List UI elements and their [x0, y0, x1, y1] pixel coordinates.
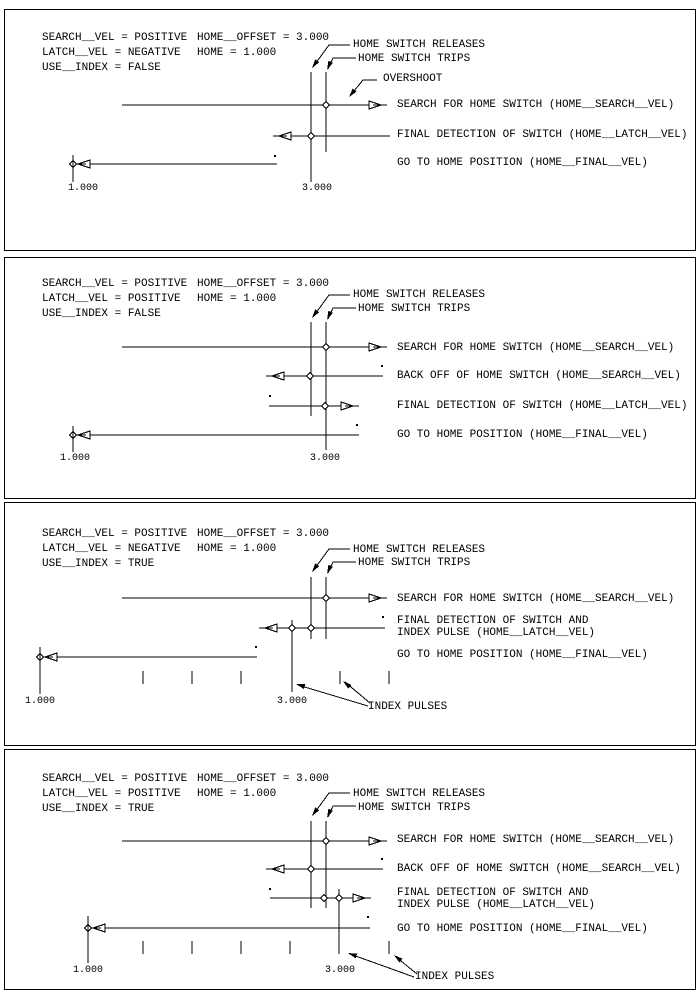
param-home-offset: HOME__OFFSET = 3.000: [197, 32, 330, 44]
move-start-dot: [274, 155, 276, 157]
step-label-latch-line-1: FINAL DETECTION OF SWITCH AND: [397, 615, 589, 627]
release-marker: [308, 133, 315, 140]
param-home-offset: HOME__OFFSET = 3.000: [197, 773, 330, 785]
trip-marker: [323, 595, 330, 602]
step-label-back-off: BACK OFF OF HOME SWITCH (HOME__SEARCH__VEL): [397, 370, 681, 382]
axis-home-label: 1.000: [24, 696, 55, 707]
callout-home-switch-trips: HOME SWITCH TRIPS: [358, 557, 471, 569]
param-search-vel: SEARCH__VEL = POSITIVE: [42, 528, 188, 540]
leader-overshoot: [347, 80, 377, 99]
panel-4-art: [85, 793, 418, 977]
leader-trips: [325, 308, 356, 321]
move-latch: [269, 888, 371, 902]
move-start-dot: [381, 365, 383, 367]
move-back-off: [266, 365, 383, 380]
param-home: HOME = 1.000: [197, 788, 277, 800]
move-latch: [259, 616, 385, 632]
param-home: HOME = 1.000: [197, 47, 277, 59]
param-use-index: USE__INDEX = TRUE: [42, 558, 155, 570]
trip-marker: [322, 403, 329, 410]
callout-home-switch-trips: HOME SWITCH TRIPS: [358, 53, 471, 65]
move-start-dot: [269, 395, 271, 397]
move-go-home: [70, 155, 278, 182]
move-search: [122, 837, 387, 845]
callout-index-pulses: INDEX PULSES: [368, 701, 448, 713]
index-pulse-ticks: [143, 941, 389, 954]
move-start-dot: [382, 616, 384, 618]
callout-home-switch-trips: HOME SWITCH TRIPS: [358, 802, 471, 814]
move-start-dot: [356, 424, 358, 426]
callout-home-switch-releases: HOME SWITCH RELEASES: [353, 39, 486, 51]
step-label-go-home: GO TO HOME POSITION (HOME__FINAL__VEL): [397, 923, 648, 935]
callout-home-switch-trips: HOME SWITCH TRIPS: [358, 303, 471, 315]
callout-home-switch-releases: HOME SWITCH RELEASES: [353, 788, 486, 800]
step-label-go-home: GO TO HOME POSITION (HOME__FINAL__VEL): [397, 429, 648, 441]
step-label-search: SEARCH FOR HOME SWITCH (HOME__SEARCH__VEL): [397, 834, 675, 846]
axis-home-label: 1.000: [59, 453, 90, 464]
move-start-dot: [255, 646, 257, 648]
axis-home-label: 1.000: [72, 965, 103, 976]
trip-marker: [323, 102, 330, 109]
move-search: [122, 343, 387, 351]
step-label-search: SEARCH FOR HOME SWITCH (HOME__SEARCH__VEL): [397, 99, 675, 111]
param-home-offset: HOME__OFFSET = 3.000: [197, 528, 330, 540]
move-latch: [273, 132, 390, 140]
param-use-index: USE__INDEX = FALSE: [42, 62, 161, 74]
move-start-dot: [381, 858, 383, 860]
param-latch-vel: LATCH__VEL = NEGATIVE: [42, 47, 181, 59]
axis-offset-label: 3.000: [324, 965, 355, 976]
callout-overshoot: OVERSHOOT: [383, 73, 443, 85]
step-label-search: SEARCH FOR HOME SWITCH (HOME__SEARCH__VEL): [397, 593, 675, 605]
axis-offset-label: 3.000: [301, 183, 332, 194]
leader-trips: [325, 562, 356, 575]
step-label-go-home: GO TO HOME POSITION (HOME__FINAL__VEL): [397, 157, 648, 169]
leader-trips: [325, 58, 356, 71]
move-search: [122, 594, 387, 602]
param-use-index: USE__INDEX = TRUE: [42, 803, 155, 815]
trip-marker: [323, 838, 330, 845]
param-search-vel: SEARCH__VEL = POSITIVE: [42, 773, 188, 785]
release-marker: [308, 625, 315, 632]
trip-marker: [323, 344, 330, 351]
move-latch: [269, 395, 359, 410]
index-pulses-leaders: [347, 951, 417, 977]
step-label-go-home: GO TO HOME POSITION (HOME__FINAL__VEL): [397, 649, 648, 661]
callout-home-switch-releases: HOME SWITCH RELEASES: [353, 544, 486, 556]
step-label-latch-line-1: FINAL DETECTION OF SWITCH AND: [397, 887, 589, 899]
step-label-back-off: BACK OFF OF HOME SWITCH (HOME__SEARCH__VEL): [397, 863, 681, 875]
move-start-dot: [269, 888, 271, 890]
param-search-vel: SEARCH__VEL = POSITIVE: [42, 278, 188, 290]
step-label-search: SEARCH FOR HOME SWITCH (HOME__SEARCH__VEL): [397, 342, 675, 354]
move-go-home: [85, 916, 371, 963]
param-latch-vel: LATCH__VEL = POSITIVE: [42, 293, 181, 305]
move-go-home: [70, 424, 360, 452]
param-search-vel: SEARCH__VEL = POSITIVE: [42, 32, 188, 44]
panel-3-art: [37, 549, 390, 706]
release-marker: [308, 866, 315, 873]
move-search: [122, 101, 387, 109]
move-start-dot: [367, 916, 369, 918]
axis-home-label: 1.000: [67, 183, 98, 194]
step-label-latch: FINAL DETECTION OF SWITCH (HOME__LATCH__VEL): [397, 129, 688, 141]
step-label-latch-line-2: INDEX PULSE (HOME__LATCH__VEL): [397, 899, 596, 911]
param-home-offset: HOME__OFFSET = 3.000: [197, 278, 330, 290]
param-latch-vel: LATCH__VEL = NEGATIVE: [42, 543, 181, 555]
axis-offset-label: 3.000: [309, 453, 340, 464]
callout-index-pulses: INDEX PULSES: [415, 971, 495, 983]
param-home: HOME = 1.000: [197, 293, 277, 305]
release-marker: [307, 373, 314, 380]
step-label-latch-line-2: INDEX PULSE (HOME__LATCH__VEL): [397, 627, 596, 639]
callout-home-switch-releases: HOME SWITCH RELEASES: [353, 289, 486, 301]
index-marker: [336, 895, 343, 902]
param-home: HOME = 1.000: [197, 543, 277, 555]
move-back-off: [266, 858, 383, 873]
step-label-latch: FINAL DETECTION OF SWITCH (HOME__LATCH__VEL): [397, 400, 688, 412]
axis-offset-label: 3.000: [276, 696, 307, 707]
move-go-home: [37, 646, 258, 694]
param-latch-vel: LATCH__VEL = POSITIVE: [42, 788, 181, 800]
leader-trips: [325, 806, 356, 819]
index-pulse-ticks: [143, 671, 389, 684]
index-marker: [289, 625, 296, 632]
param-use-index: USE__INDEX = FALSE: [42, 308, 161, 320]
